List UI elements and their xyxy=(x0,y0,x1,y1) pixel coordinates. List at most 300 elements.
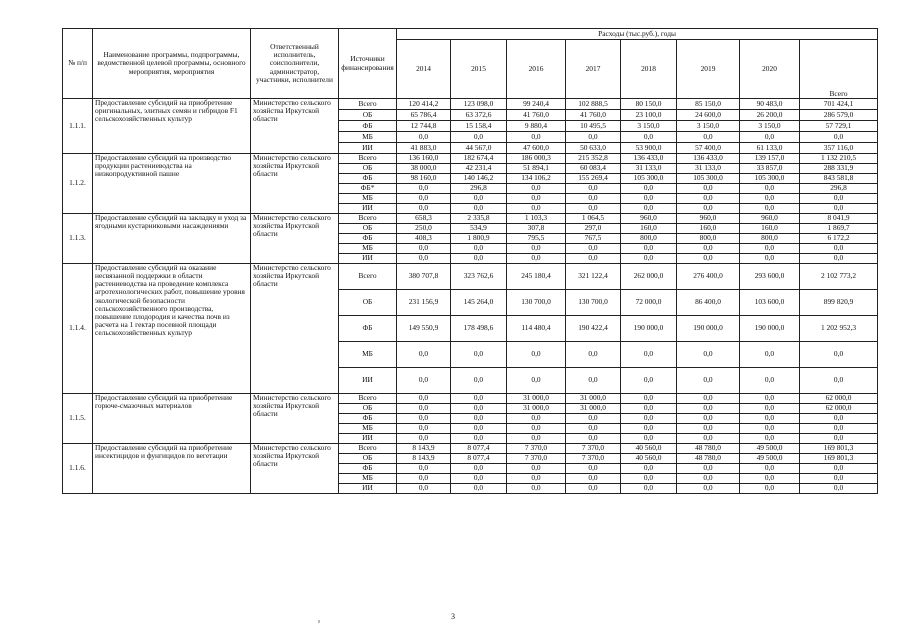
year-value: 15 158,4 xyxy=(451,121,507,132)
total-value: 0,0 xyxy=(800,474,878,484)
year-value: 0,0 xyxy=(740,194,800,204)
funding-source: ФБ xyxy=(339,234,397,244)
page-number: 3 xyxy=(451,612,455,621)
year-value: 960,0 xyxy=(740,214,800,224)
year-value: 323 762,6 xyxy=(451,264,507,290)
year-value: 10 495,5 xyxy=(566,121,621,132)
year-value: 0,0 xyxy=(740,244,800,254)
year-value: 0,0 xyxy=(397,394,451,404)
year-value: 190 000,0 xyxy=(740,316,800,342)
total-value: 286 579,0 xyxy=(800,110,878,121)
year-value: 160,0 xyxy=(621,224,677,234)
year-value: 0,0 xyxy=(740,404,800,414)
year-value: 0,0 xyxy=(507,254,566,264)
year-value: 130 700,0 xyxy=(566,290,621,316)
year-value: 534,9 xyxy=(451,224,507,234)
year-value: 136 433,0 xyxy=(677,154,740,164)
total-value: 0,0 xyxy=(800,342,878,368)
total-value: 62 000,0 xyxy=(800,394,878,404)
year-value: 0,0 xyxy=(566,184,621,194)
year-value: 0,0 xyxy=(621,368,677,394)
year-value: 24 600,0 xyxy=(677,110,740,121)
total-value: 357 116,0 xyxy=(800,143,878,154)
table-row xyxy=(63,394,878,404)
year-value: 0,0 xyxy=(566,244,621,254)
year-value: 1 800,9 xyxy=(451,234,507,244)
year-value: 0,0 xyxy=(397,194,451,204)
year-value: 795,5 xyxy=(507,234,566,244)
year-value: 0,0 xyxy=(451,394,507,404)
year-value: 0,0 xyxy=(677,204,740,214)
program-name: Предоставление субсидий на приобретение оригинальных, элитных семян и гибридов F1 сельскохозяйственных культур xyxy=(93,99,251,154)
year-value: 0,0 xyxy=(740,204,800,214)
year-value: 0,0 xyxy=(740,434,800,444)
total-value: 1 132 210,5 xyxy=(800,154,878,164)
year-value: 160,0 xyxy=(677,224,740,234)
year-value: 0,0 xyxy=(397,414,451,424)
year-value: 0,0 xyxy=(677,254,740,264)
funding-source: ИИ xyxy=(339,204,397,214)
year-value: 136 433,0 xyxy=(621,154,677,164)
year-value: 0,0 xyxy=(397,464,451,474)
year-value: 960,0 xyxy=(677,214,740,224)
year-value: 31 133,0 xyxy=(677,164,740,174)
funding-source: ОБ xyxy=(339,404,397,414)
year-value: 99 240,4 xyxy=(507,99,566,110)
year-value: 0,0 xyxy=(566,474,621,484)
funding-source: ФБ xyxy=(339,414,397,424)
year-value: 3 150,0 xyxy=(621,121,677,132)
year-value: 800,0 xyxy=(621,234,677,244)
table-row xyxy=(63,444,878,454)
year-value: 0,0 xyxy=(740,424,800,434)
year-value: 0,0 xyxy=(621,342,677,368)
year-value: 40 560,0 xyxy=(621,444,677,454)
year-value: 658,3 xyxy=(397,214,451,224)
year-value: 0,0 xyxy=(507,474,566,484)
year-value: 0,0 xyxy=(507,368,566,394)
funding-source: ИИ xyxy=(339,368,397,394)
funding-source: ИИ xyxy=(339,434,397,444)
budget-table xyxy=(62,28,878,494)
year-value: 3 150,0 xyxy=(677,121,740,132)
responsible-executor: Министерство сельского хозяйства Иркутской области xyxy=(251,214,339,264)
year-value: 0,0 xyxy=(566,464,621,474)
year-value: 134 106,2 xyxy=(507,174,566,184)
year-value: 7 370,0 xyxy=(566,454,621,464)
year-value: 0,0 xyxy=(451,424,507,434)
year-value: 0,0 xyxy=(621,132,677,143)
year-value: 149 550,9 xyxy=(397,316,451,342)
year-value: 0,0 xyxy=(397,404,451,414)
funding-source: ОБ xyxy=(339,290,397,316)
year-value: 3 150,0 xyxy=(740,121,800,132)
year-value: 7 370,0 xyxy=(507,444,566,454)
year-value: 0,0 xyxy=(397,204,451,214)
year-value: 98 160,0 xyxy=(397,174,451,184)
year-value: 0,0 xyxy=(397,132,451,143)
year-value: 0,0 xyxy=(507,464,566,474)
year-value: 0,0 xyxy=(397,424,451,434)
year-value: 86 400,0 xyxy=(677,290,740,316)
year-value: 0,0 xyxy=(677,244,740,254)
total-value: 0,0 xyxy=(800,424,878,434)
funding-source: ФБ* xyxy=(339,184,397,194)
table-row xyxy=(63,264,878,290)
year-value: 63 372,6 xyxy=(451,110,507,121)
year-value: 140 146,2 xyxy=(451,174,507,184)
year-value: 102 888,5 xyxy=(566,99,621,110)
total-value: 8 041,9 xyxy=(800,214,878,224)
year-value: 31 000,0 xyxy=(566,394,621,404)
year-value: 0,0 xyxy=(451,464,507,474)
year-value: 0,0 xyxy=(677,194,740,204)
table-row xyxy=(63,214,878,224)
funding-source: ФБ xyxy=(339,464,397,474)
program-name: Предоставление субсидий на производство продукции растениеводства на низкопродуктивной пашне xyxy=(93,154,251,214)
year-value: 48 780,0 xyxy=(677,444,740,454)
year-value: 23 100,0 xyxy=(621,110,677,121)
year-value: 51 894,1 xyxy=(507,164,566,174)
program-name: Предоставление субсидий на приобретение инсектицидов и фунгицидов по вегетации xyxy=(93,444,251,494)
year-value: 0,0 xyxy=(451,204,507,214)
year-value: 293 600,0 xyxy=(740,264,800,290)
year-value: 0,0 xyxy=(566,484,621,494)
year-value: 960,0 xyxy=(621,214,677,224)
year-value: 0,0 xyxy=(621,434,677,444)
total-value: 0,0 xyxy=(800,254,878,264)
total-value: 0,0 xyxy=(800,204,878,214)
year-value: 8 077,4 xyxy=(451,454,507,464)
year-value: 0,0 xyxy=(740,342,800,368)
year-value: 85 150,0 xyxy=(677,99,740,110)
year-value: 0,0 xyxy=(566,368,621,394)
year-value: 0,0 xyxy=(677,394,740,404)
year-value: 800,0 xyxy=(740,234,800,244)
year-value: 0,0 xyxy=(740,254,800,264)
row-index: 1.1.1. xyxy=(63,99,93,154)
year-value: 105 300,0 xyxy=(677,174,740,184)
year-value: 245 180,4 xyxy=(507,264,566,290)
year-value: 0,0 xyxy=(451,342,507,368)
year-value: 2 335,8 xyxy=(451,214,507,224)
year-value: 42 231,4 xyxy=(451,164,507,174)
table-row xyxy=(63,99,878,110)
year-value: 0,0 xyxy=(621,484,677,494)
year-value: 114 480,4 xyxy=(507,316,566,342)
row-index: 1.1.3. xyxy=(63,214,93,264)
year-value: 0,0 xyxy=(397,434,451,444)
year-value: 0,0 xyxy=(740,474,800,484)
year-value: 767,5 xyxy=(566,234,621,244)
responsible-executor: Министерство сельского хозяйства Иркутской области xyxy=(251,99,339,154)
header-year: 2015 xyxy=(451,40,507,99)
year-value: 0,0 xyxy=(621,184,677,194)
year-value: 0,0 xyxy=(677,132,740,143)
year-value: 90 483,0 xyxy=(740,99,800,110)
year-value: 0,0 xyxy=(621,244,677,254)
year-value: 0,0 xyxy=(451,404,507,414)
funding-source: МБ xyxy=(339,424,397,434)
total-value: 1 202 952,3 xyxy=(800,316,878,342)
total-value: 899 820,9 xyxy=(800,290,878,316)
year-value: 0,0 xyxy=(566,414,621,424)
header-year: 2014 xyxy=(397,40,451,99)
funding-source: Всего xyxy=(339,394,397,404)
year-value: 41 760,0 xyxy=(507,110,566,121)
year-value: 321 122,4 xyxy=(566,264,621,290)
year-value: 0,0 xyxy=(451,484,507,494)
year-value: 0,0 xyxy=(677,474,740,484)
year-value: 7 370,0 xyxy=(507,454,566,464)
total-value: 6 172,2 xyxy=(800,234,878,244)
year-value: 0,0 xyxy=(397,184,451,194)
header-source: Источники финансирования xyxy=(339,29,397,99)
program-name: Предоставление субсидий на закладку и уход за ягодными кустарниковыми насаждениями xyxy=(93,214,251,264)
total-value: 57 729,1 xyxy=(800,121,878,132)
year-value: 0,0 xyxy=(507,194,566,204)
year-value: 8 143,9 xyxy=(397,444,451,454)
year-value: 38 000,0 xyxy=(397,164,451,174)
total-value: 0,0 xyxy=(800,244,878,254)
year-value: 103 600,0 xyxy=(740,290,800,316)
year-value: 72 000,0 xyxy=(621,290,677,316)
table-row xyxy=(63,154,878,164)
year-value: 31 000,0 xyxy=(507,404,566,414)
row-index: 1.1.5. xyxy=(63,394,93,444)
year-value: 0,0 xyxy=(566,204,621,214)
year-value: 0,0 xyxy=(397,244,451,254)
year-value: 186 000,3 xyxy=(507,154,566,164)
year-value: 0,0 xyxy=(507,424,566,434)
year-value: 0,0 xyxy=(451,194,507,204)
year-value: 0,0 xyxy=(621,394,677,404)
year-value: 160,0 xyxy=(740,224,800,234)
year-value: 105 300,0 xyxy=(740,174,800,184)
funding-source: ИИ xyxy=(339,484,397,494)
funding-source: ОБ xyxy=(339,454,397,464)
year-value: 0,0 xyxy=(397,342,451,368)
funding-source: Всего xyxy=(339,444,397,454)
year-value: 0,0 xyxy=(740,184,800,194)
year-value: 7 370,0 xyxy=(566,444,621,454)
year-value: 105 300,0 xyxy=(621,174,677,184)
year-value: 178 498,6 xyxy=(451,316,507,342)
year-value: 0,0 xyxy=(507,204,566,214)
year-value: 0,0 xyxy=(621,204,677,214)
year-value: 190 000,0 xyxy=(621,316,677,342)
year-value: 0,0 xyxy=(677,464,740,474)
year-value: 44 567,0 xyxy=(451,143,507,154)
year-value: 0,0 xyxy=(451,254,507,264)
year-value: 182 674,4 xyxy=(451,154,507,164)
funding-source: МБ xyxy=(339,342,397,368)
header-year: 2019 xyxy=(677,40,740,99)
funding-source: ОБ xyxy=(339,164,397,174)
year-value: 145 264,0 xyxy=(451,290,507,316)
row-index: 1.1.2. xyxy=(63,154,93,214)
total-value: 62 000,0 xyxy=(800,404,878,414)
funding-source: Всего xyxy=(339,264,397,290)
year-value: 0,0 xyxy=(566,132,621,143)
year-value: 0,0 xyxy=(677,434,740,444)
year-value: 0,0 xyxy=(566,342,621,368)
total-value: 169 801,3 xyxy=(800,444,878,454)
funding-source: ФБ xyxy=(339,174,397,184)
year-value: 0,0 xyxy=(677,414,740,424)
year-value: 41 760,0 xyxy=(566,110,621,121)
total-value: 0,0 xyxy=(800,484,878,494)
row-index: 1.1.4. xyxy=(63,264,93,394)
year-value: 0,0 xyxy=(740,464,800,474)
year-value: 49 500,0 xyxy=(740,444,800,454)
total-value: 169 801,3 xyxy=(800,454,878,464)
year-value: 0,0 xyxy=(621,464,677,474)
year-value: 26 200,0 xyxy=(740,110,800,121)
year-value: 41 883,0 xyxy=(397,143,451,154)
year-value: 0,0 xyxy=(621,474,677,484)
year-value: 380 707,8 xyxy=(397,264,451,290)
year-value: 1 103,3 xyxy=(507,214,566,224)
year-value: 0,0 xyxy=(507,434,566,444)
year-value: 0,0 xyxy=(566,434,621,444)
year-value: 0,0 xyxy=(677,404,740,414)
table-body xyxy=(63,99,878,494)
year-value: 0,0 xyxy=(566,424,621,434)
year-value: 53 900,0 xyxy=(621,143,677,154)
year-value: 0,0 xyxy=(451,414,507,424)
header-num: № п/п xyxy=(63,29,93,99)
year-value: 0,0 xyxy=(507,484,566,494)
year-value: 48 780,0 xyxy=(677,454,740,464)
year-value: 0,0 xyxy=(507,244,566,254)
year-value: 130 700,0 xyxy=(507,290,566,316)
total-value: 0,0 xyxy=(800,194,878,204)
year-value: 31 000,0 xyxy=(566,404,621,414)
year-value: 0,0 xyxy=(397,474,451,484)
year-value: 800,0 xyxy=(677,234,740,244)
funding-source: МБ xyxy=(339,194,397,204)
year-value: 57 400,0 xyxy=(677,143,740,154)
year-value: 408,3 xyxy=(397,234,451,244)
funding-source: ФБ xyxy=(339,121,397,132)
year-value: 80 150,0 xyxy=(621,99,677,110)
funding-source: МБ xyxy=(339,244,397,254)
year-value: 0,0 xyxy=(677,424,740,434)
funding-source: Всего xyxy=(339,99,397,110)
year-value: 1 064,5 xyxy=(566,214,621,224)
year-value: 190 000,0 xyxy=(677,316,740,342)
header-year: 2020 xyxy=(740,40,800,99)
year-value: 215 352,8 xyxy=(566,154,621,164)
scan-artifact xyxy=(318,620,320,623)
year-value: 0,0 xyxy=(507,132,566,143)
year-value: 65 786,4 xyxy=(397,110,451,121)
funding-source: Всего xyxy=(339,214,397,224)
year-value: 31 133,0 xyxy=(621,164,677,174)
year-value: 49 500,0 xyxy=(740,454,800,464)
year-value: 0,0 xyxy=(451,474,507,484)
year-value: 0,0 xyxy=(507,184,566,194)
total-value: 0,0 xyxy=(800,434,878,444)
header-year: 2017 xyxy=(566,40,621,99)
year-value: 0,0 xyxy=(740,394,800,404)
responsible-executor: Министерство сельского хозяйства Иркутской области xyxy=(251,444,339,494)
funding-source: МБ xyxy=(339,132,397,143)
year-value: 0,0 xyxy=(507,342,566,368)
year-value: 307,8 xyxy=(507,224,566,234)
header-row-top xyxy=(63,29,878,40)
year-value: 139 157,0 xyxy=(740,154,800,164)
year-value: 0,0 xyxy=(451,244,507,254)
year-value: 0,0 xyxy=(451,368,507,394)
funding-source: Всего xyxy=(339,154,397,164)
year-value: 0,0 xyxy=(566,254,621,264)
responsible-executor: Министерство сельского хозяйства Иркутской области xyxy=(251,264,339,394)
year-value: 297,0 xyxy=(566,224,621,234)
total-value: 1 869,7 xyxy=(800,224,878,234)
responsible-executor: Министерство сельского хозяйства Иркутской области xyxy=(251,154,339,214)
header-name: Наименование программы, подпрограммы, ведомственной целевой программы, основного мероприятия, мероприятия xyxy=(93,29,251,99)
total-value: 2 102 773,2 xyxy=(800,264,878,290)
year-value: 60 083,4 xyxy=(566,164,621,174)
year-value: 276 400,0 xyxy=(677,264,740,290)
year-value: 0,0 xyxy=(621,404,677,414)
funding-source: ОБ xyxy=(339,224,397,234)
year-value: 231 156,9 xyxy=(397,290,451,316)
total-value: 701 424,1 xyxy=(800,99,878,110)
year-value: 120 414,2 xyxy=(397,99,451,110)
header-responsible: Ответственный исполнитель, соисполнители, администратор, участники, исполнители xyxy=(251,29,339,99)
year-value: 0,0 xyxy=(397,484,451,494)
year-value: 0,0 xyxy=(740,414,800,424)
year-value: 123 098,0 xyxy=(451,99,507,110)
funding-source: ФБ xyxy=(339,316,397,342)
year-value: 0,0 xyxy=(397,368,451,394)
year-value: 0,0 xyxy=(621,414,677,424)
row-index: 1.1.6. xyxy=(63,444,93,494)
year-value: 0,0 xyxy=(397,254,451,264)
year-value: 0,0 xyxy=(677,184,740,194)
program-name: Предоставление субсидий на приобретение горюче-смазочных материалов xyxy=(93,394,251,444)
funding-source: МБ xyxy=(339,474,397,484)
year-value: 0,0 xyxy=(451,132,507,143)
year-value: 0,0 xyxy=(677,484,740,494)
total-value: 0,0 xyxy=(800,368,878,394)
year-value: 50 633,0 xyxy=(566,143,621,154)
year-value: 296,8 xyxy=(451,184,507,194)
year-value: 0,0 xyxy=(507,414,566,424)
year-value: 250,0 xyxy=(397,224,451,234)
funding-source: ИИ xyxy=(339,143,397,154)
year-value: 0,0 xyxy=(621,254,677,264)
year-value: 0,0 xyxy=(451,434,507,444)
year-value: 40 560,0 xyxy=(621,454,677,464)
year-value: 31 000,0 xyxy=(507,394,566,404)
year-value: 136 160,0 xyxy=(397,154,451,164)
total-value: 296,8 xyxy=(800,184,878,194)
header-year: 2018 xyxy=(621,40,677,99)
year-value: 0,0 xyxy=(740,368,800,394)
year-value: 0,0 xyxy=(677,368,740,394)
year-value: 33 857,0 xyxy=(740,164,800,174)
year-value: 8 077,4 xyxy=(451,444,507,454)
year-value: 155 269,4 xyxy=(566,174,621,184)
header-year: Всего xyxy=(800,40,878,99)
year-value: 12 744,8 xyxy=(397,121,451,132)
year-value: 262 000,0 xyxy=(621,264,677,290)
header-expenses: Расходы (тыс.руб.), годы xyxy=(397,29,878,40)
